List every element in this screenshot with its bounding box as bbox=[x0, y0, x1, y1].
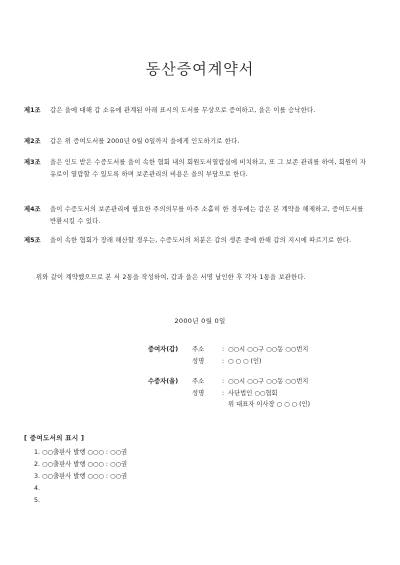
schedule-list bbox=[34, 447, 127, 507]
list-item: 3. ○○출판사 발행 ○○○ : ○○권 bbox=[34, 473, 128, 480]
article-text: 을이 속한 협회가 장래 해산할 경우는, 수증도서의 처분은 갑의 생존 중에 한해 갑의 지시에 따르기로 한다. bbox=[50, 237, 352, 244]
recipient-role: 수증자(을) bbox=[148, 378, 179, 385]
article-2 bbox=[24, 136, 370, 148]
article-text: 을은 인도 받은 수증도서를 을이 속한 협회 내의 회원도서열람실에 비치하고, 또 그 보존 관리를 하여, 회원이 자유로이 열람할 수 있도록 하며 보존관리의 비용은 을의 부담으로 한다. bbox=[50, 159, 367, 178]
address-label: 주소 bbox=[192, 346, 205, 353]
list-item: 4. bbox=[34, 485, 41, 492]
name-label: 성명 bbox=[192, 357, 205, 365]
recipient-representative: 위 대표자 이사장 ○ ○ ○ (인) bbox=[228, 401, 311, 408]
colon: : bbox=[222, 389, 225, 397]
article-4 bbox=[24, 204, 370, 227]
donor-block bbox=[148, 344, 388, 367]
colon: : bbox=[222, 357, 225, 365]
colon: : bbox=[222, 346, 225, 353]
contract-date: 2000년 0월 0일 bbox=[174, 317, 226, 325]
donor-name: ○ ○ ○ (인) bbox=[228, 357, 262, 365]
document-title: 동산증여계약서 bbox=[145, 60, 255, 78]
list-item: 2. ○○출판사 발행 ○○○ : ○○권 bbox=[34, 461, 128, 468]
list-item: 5. bbox=[34, 497, 41, 504]
article-number: 제2조 bbox=[24, 138, 41, 145]
article-5 bbox=[24, 235, 370, 247]
article-number: 제4조 bbox=[24, 206, 41, 213]
name-label: 성명 bbox=[192, 389, 205, 397]
list-item: 1. ○○출판사 발행 ○○○ : ○○권 bbox=[34, 449, 128, 456]
schedule-title: [ 증여도서의 표시 ] bbox=[24, 434, 85, 442]
donor-role: 증여자(갑) bbox=[148, 346, 179, 353]
article-text: 을이 수증도서의 보존관리에 필요한 주의의무를 아주 소홀히 한 경우에는 갑은 본 계약을 해제하고, 증여도서를 반환시킬 수 있다. bbox=[50, 206, 364, 225]
article-number: 제1조 bbox=[24, 107, 41, 114]
recipient-address: ○○시 ○○구 ○○동 ○○번지 bbox=[228, 378, 309, 385]
article-number: 제5조 bbox=[24, 237, 41, 244]
article-1 bbox=[24, 105, 370, 117]
article-number: 제3조 bbox=[24, 159, 41, 166]
article-text: 갑은 을에 대해 갑 소유에 관계된 아래 표시의 도서를 무상으로 증여하고, 을은 이를 승낙한다. bbox=[50, 107, 316, 114]
recipient-org: 사단법인 ○○협회 bbox=[228, 389, 278, 397]
article-3 bbox=[24, 157, 370, 180]
article-text: 갑은 위 증여도서를 2000년 0월 0일까지 을에게 인도하기로 한다. bbox=[50, 138, 240, 145]
donor-address: ○○시 ○○구 ○○동 ○○번지 bbox=[228, 346, 309, 353]
recipient-block bbox=[148, 376, 388, 411]
colon: : bbox=[222, 378, 225, 385]
closing-paragraph: 위와 같이 계약했으므로 본 서 2통을 작성하여, 갑과 을은 서명 날인한 후 각자 1통을 보관한다. bbox=[36, 274, 306, 281]
address-label: 주소 bbox=[192, 378, 205, 385]
